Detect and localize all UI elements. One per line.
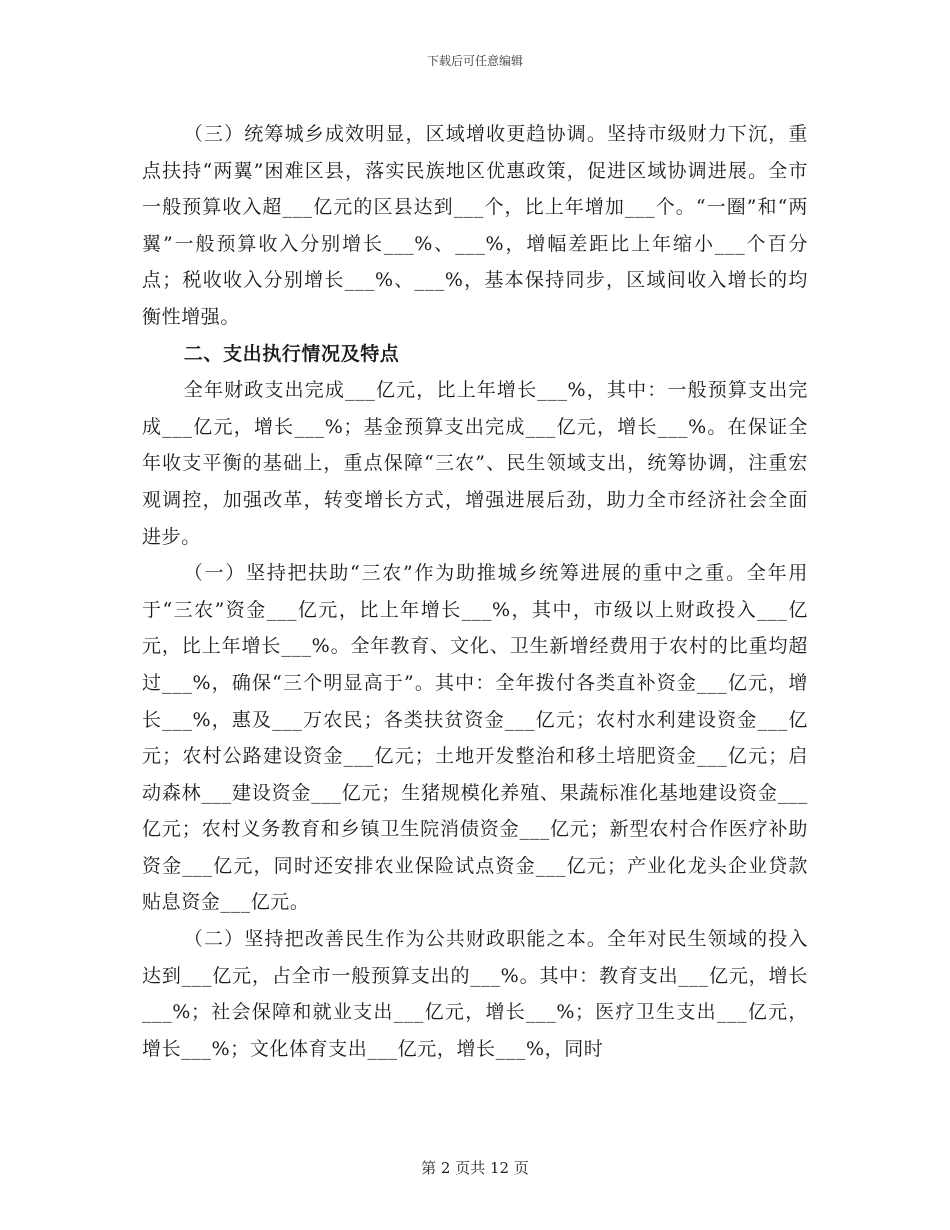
section-heading-expenditure: 二、支出执行情况及特点	[183, 342, 400, 365]
page-footer: 第 2 页共 12 页	[421, 1159, 529, 1177]
document-body	[142, 116, 808, 1067]
paragraph-expenditure-overview: 全年财政支出完成___亿元，比上年增长___%，其中：一般预算支出完成___亿元，增长___%；基金预算支出完成___亿元，增长___%。在保证全年收支平衡的基础上，重点保障“三农”、民生领域支出，统筹协调，注重宏观调控，加强改革，转变增长方式，增强进展后劲，助力全市经济社会全面进步。	[142, 379, 808, 548]
paragraph-livelihood: （二）坚持把改善民生作为公共财政职能之本。全年对民生领域的投入达到___亿元，占全市一般预算支出的___%。其中：教育支出___亿元，增长___%；社会保障和就业支出___亿元，增长___%；医疗卫生支出___亿元，增长___%；文化体育支出___亿元，增长___%，同时	[142, 928, 808, 1060]
paragraph-sannong-support: （一）坚持把扶助“三农”作为助推城乡统筹进展的重中之重。全年用于“三农”资金___亿元，比上年增长___%，其中，市级以上财政投入___亿元，比上年增长___%。全年教育、文化、卫生新增经费用于农村的比重均超过___%，确保“三个明显高于”。其中：全年拨付各类直补资金___亿元，增长___%，惠及___万农民；各类扶贫资金___亿元；农村水利建设资金___亿元；农村公路建设资金___亿元；土地开发整治和移土培肥资金___亿元；启动森林___建设资金___亿元；生猪规模化养殖、果蔬标准化基地建设资金___亿元；农村义务教育和乡镇卫生院消债资金___亿元；新型农村合作医疗补助资金___亿元，同时还安排农业保险试点资金___亿元；产业化龙头企业贷款贴息资金___亿元。	[142, 562, 808, 914]
paragraph-regional-coordination: （三）统筹城乡成效明显，区域增收更趋协调。坚持市级财力下沉，重点扶持“两翼”困难区县，落实民族地区优惠政策，促进区域协调进展。全市一般预算收入超___亿元的区县达到___个，比上年增加___个。“一圈”和“两翼”一般预算收入分别增长___%、___%，增幅差距比上年缩小___个百分点；税收收入分别增长___%、___%，基本保持同步，区域间收入增长的均衡性增强。	[142, 123, 808, 328]
page-header: 下载后可任意编辑	[426, 54, 523, 68]
